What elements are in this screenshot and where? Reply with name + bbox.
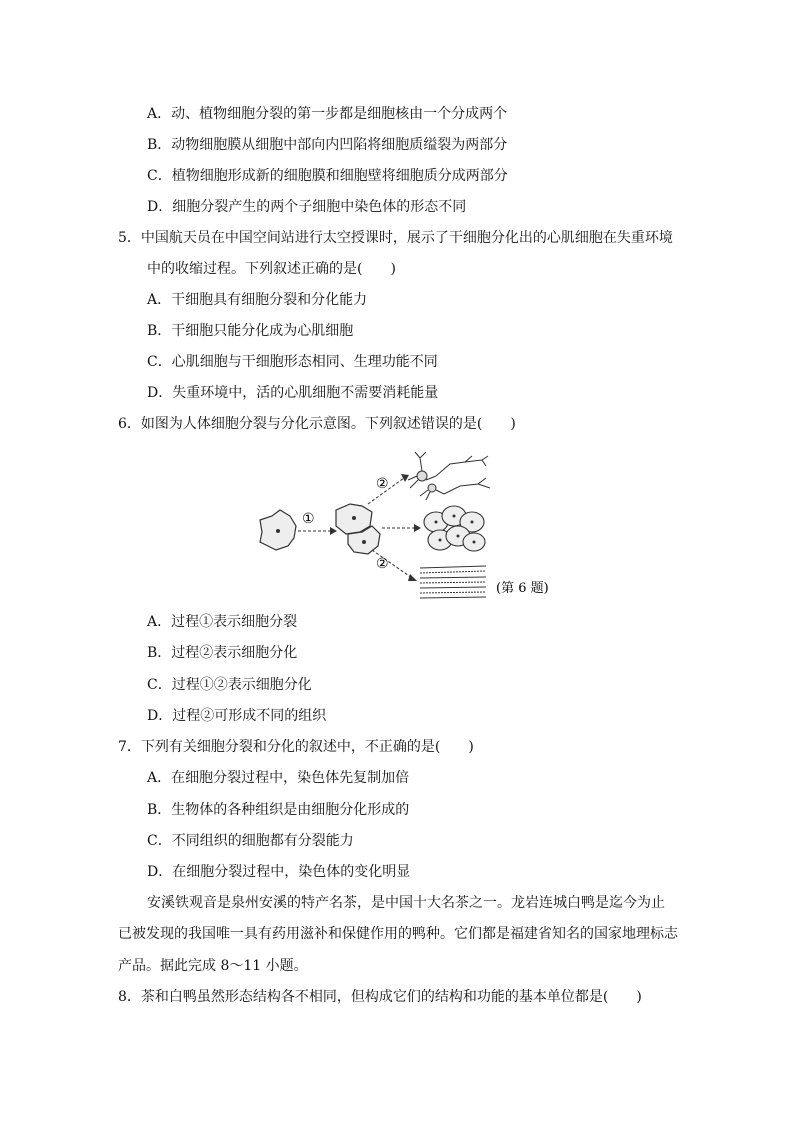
- q7-option-b: B．生物体的各种组织是由细胞分化形成的: [147, 802, 410, 818]
- q5-stem-line1: 5．中国航天员在中国空间站进行太空授课时，展示了干细胞分化出的心肌细胞在失重环境: [118, 230, 673, 246]
- figure-caption: (第 6 题): [496, 581, 549, 596]
- epithelial-tissue: [424, 506, 485, 551]
- q4-option-c: C．植物细胞形成新的细胞膜和细胞壁将细胞质分成两部分: [147, 168, 508, 184]
- q5-stem-line2: 中的收缩过程。下列叙述正确的是( ): [147, 261, 396, 277]
- process-2-bottom-label: ②: [376, 556, 389, 572]
- q6-stem: 6．如图为人体细胞分裂与分化示意图。下列叙述错误的是( ): [118, 416, 516, 432]
- nerve-tissue: [408, 452, 490, 500]
- passage-line3: 产品。据此完成 8～11 小题。: [118, 958, 308, 974]
- q6-option-c: C．过程①②表示细胞分化: [147, 677, 312, 693]
- q7-option-d: D．在细胞分裂过程中，染色体的变化明显: [147, 864, 411, 880]
- q4-option-d: D．细胞分裂产生的两个子细胞中染色体的形态不同: [147, 199, 467, 215]
- q8-stem: 8．茶和白鸭虽然形态结构各不相同，但构成它们的结构和功能的基本单位都是( ): [118, 989, 642, 1005]
- q7-stem: 7．下列有关细胞分裂和分化的叙述中，不正确的是( ): [118, 739, 474, 755]
- q7-option-c: C．不同组织的细胞都有分裂能力: [147, 833, 354, 849]
- q6-option-b: B．过程②表示细胞分化: [147, 645, 298, 661]
- passage-line1: 安溪铁观音是泉州安溪的特产名茶，是中国十大名茶之一。龙岩连城白鸭是迄今为止: [147, 895, 665, 911]
- q6-option-a: A．过程①表示细胞分裂: [147, 614, 298, 630]
- q5-option-b: B．干细胞只能分化成为心肌细胞: [147, 323, 354, 339]
- cell-division-differentiation-figure: [250, 446, 560, 606]
- q4-option-a: A．动、植物细胞分裂的第一步都是细胞核由一个分成两个: [147, 106, 508, 122]
- process-1-label: ①: [302, 511, 315, 527]
- q6-option-d: D．过程②可形成不同的组织: [147, 708, 327, 724]
- q4-option-b: B．动物细胞膜从细胞中部向内凹陷将细胞质缢裂为两部分: [147, 137, 508, 153]
- q7-option-a: A．在细胞分裂过程中，染色体先复制加倍: [147, 770, 410, 786]
- process-2-top-label: ②: [376, 476, 389, 492]
- q5-option-a: A．干细胞具有细胞分裂和分化能力: [147, 292, 368, 308]
- q5-option-d: D．失重环境中，活的心肌细胞不需要消耗能量: [147, 385, 439, 401]
- muscle-tissue: [420, 566, 486, 598]
- q5-option-c: C．心肌细胞与干细胞形态相同、生理功能不同: [147, 354, 438, 370]
- passage-line2: 已被发现的我国唯一具有药用滋补和保健作用的鸭种。它们都是福建省知名的国家地理标志: [118, 926, 678, 942]
